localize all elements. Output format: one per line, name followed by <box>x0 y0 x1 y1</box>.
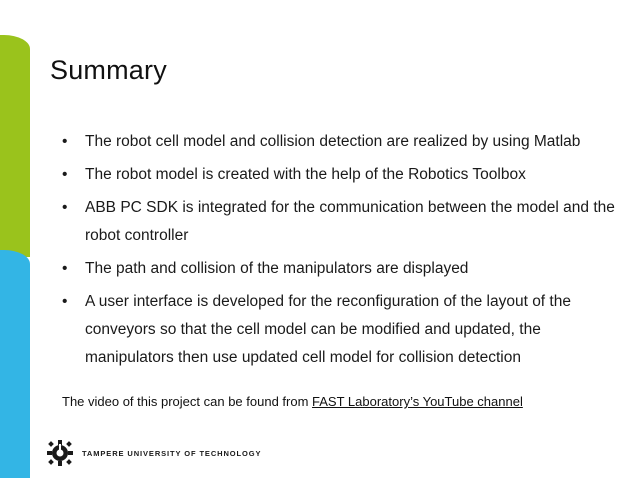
bullet-text: A user interface is developed for the reconfiguration of the layout of the conveyors so that the cell model can be modified and updated, the manipulators then use updated cell model for collision detection <box>85 293 571 366</box>
bullet-dot: • <box>62 133 68 150</box>
video-note-text: The video of this project can be found from <box>62 394 313 409</box>
bullet-text: ABB PC SDK is integrated for the communication between the model and the robot controller <box>85 199 615 244</box>
university-gear-logo-icon <box>46 438 74 468</box>
bullet-text: The path and collision of the manipulators are displayed <box>85 260 469 277</box>
footer-university-name: TAMPERE UNIVERSITY OF TECHNOLOGY <box>82 449 262 458</box>
bullet-dot: • <box>62 260 68 277</box>
bullet-list <box>62 128 622 377</box>
slide-title: Summary <box>50 55 167 85</box>
bullet-dot: • <box>62 199 68 216</box>
bullet-text: The robot cell model and collision detection are realized by using Matlab <box>85 133 581 150</box>
video-note <box>62 394 523 409</box>
left-accent-bar-blue <box>0 250 30 478</box>
left-accent-bar-green <box>0 35 30 257</box>
bullet-dot: • <box>62 166 68 183</box>
youtube-channel-link[interactable]: FAST Laboratory’s YouTube channel <box>312 394 523 409</box>
bullet-item <box>62 128 622 156</box>
bullet-item <box>62 255 622 283</box>
bullet-item <box>62 288 622 372</box>
bullet-item <box>62 194 622 250</box>
bullet-text: The robot model is created with the help of the Robotics Toolbox <box>85 166 526 183</box>
bullet-dot: • <box>62 293 68 310</box>
bullet-item <box>62 161 622 189</box>
